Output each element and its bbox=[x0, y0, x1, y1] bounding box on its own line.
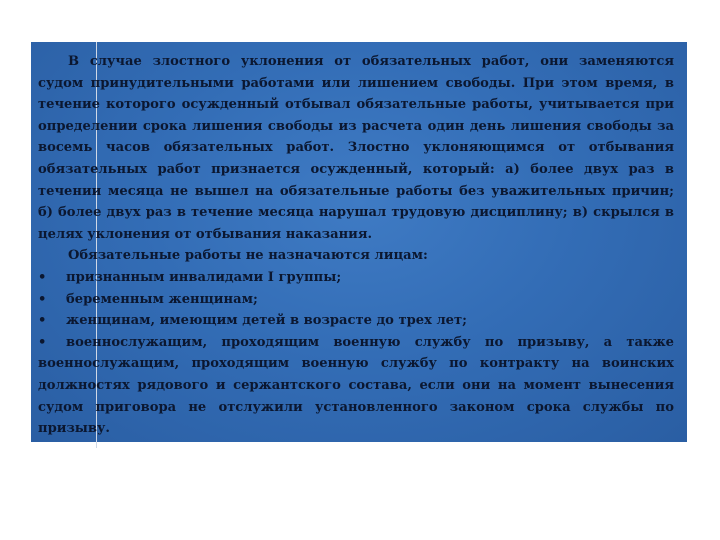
bullet-mark: • bbox=[38, 313, 47, 329]
paragraph-evasion: В случае злостного уклонения от обязательных работ, они заменяются судом принудительными работами или лишением свободы. При этом время, в течение которого осужденный отбывал обязательные работы, учитывается при определении срока лишения свободы из расчета один день лишения свободы за восемь часов обязательных работ. Злостно уклоняющимся от отбывания обязательных работ признается осужденный, который: а) более двух раз в течении месяца не вышел на обязательные работы без уважительных причин; б) более двух раз в течение месяца нарушал трудовую дисциплину; в) скрылся в целях уклонения от отбывания наказания. bbox=[38, 54, 674, 242]
bullet-mark: • bbox=[38, 334, 47, 350]
list-item bbox=[38, 289, 674, 311]
list-item-text: военнослужащим, проходящим военную службу по призыву, а также военнослужащим, проходящим военную службу по контракту на воинских должностях рядового и сержантского состава, если они на момент вынесения судом приговора не отслужили установленного законом срока службы по призыву. bbox=[38, 334, 674, 437]
list-item-text: женщинам, имеющим детей в возрасте до трех лет; bbox=[66, 313, 467, 329]
bullet-mark: • bbox=[38, 269, 47, 285]
list-item-text: беременным женщинам; bbox=[66, 291, 258, 307]
bullet-mark: • bbox=[38, 291, 47, 307]
slide-text-body bbox=[38, 51, 674, 440]
list-item-text: признанным инвалидами I группы; bbox=[66, 269, 342, 285]
list-item bbox=[38, 267, 674, 289]
list-item bbox=[38, 310, 674, 332]
list-item bbox=[38, 332, 674, 440]
paragraph-not-assigned: Обязательные работы не назначаются лицам: bbox=[68, 248, 428, 264]
